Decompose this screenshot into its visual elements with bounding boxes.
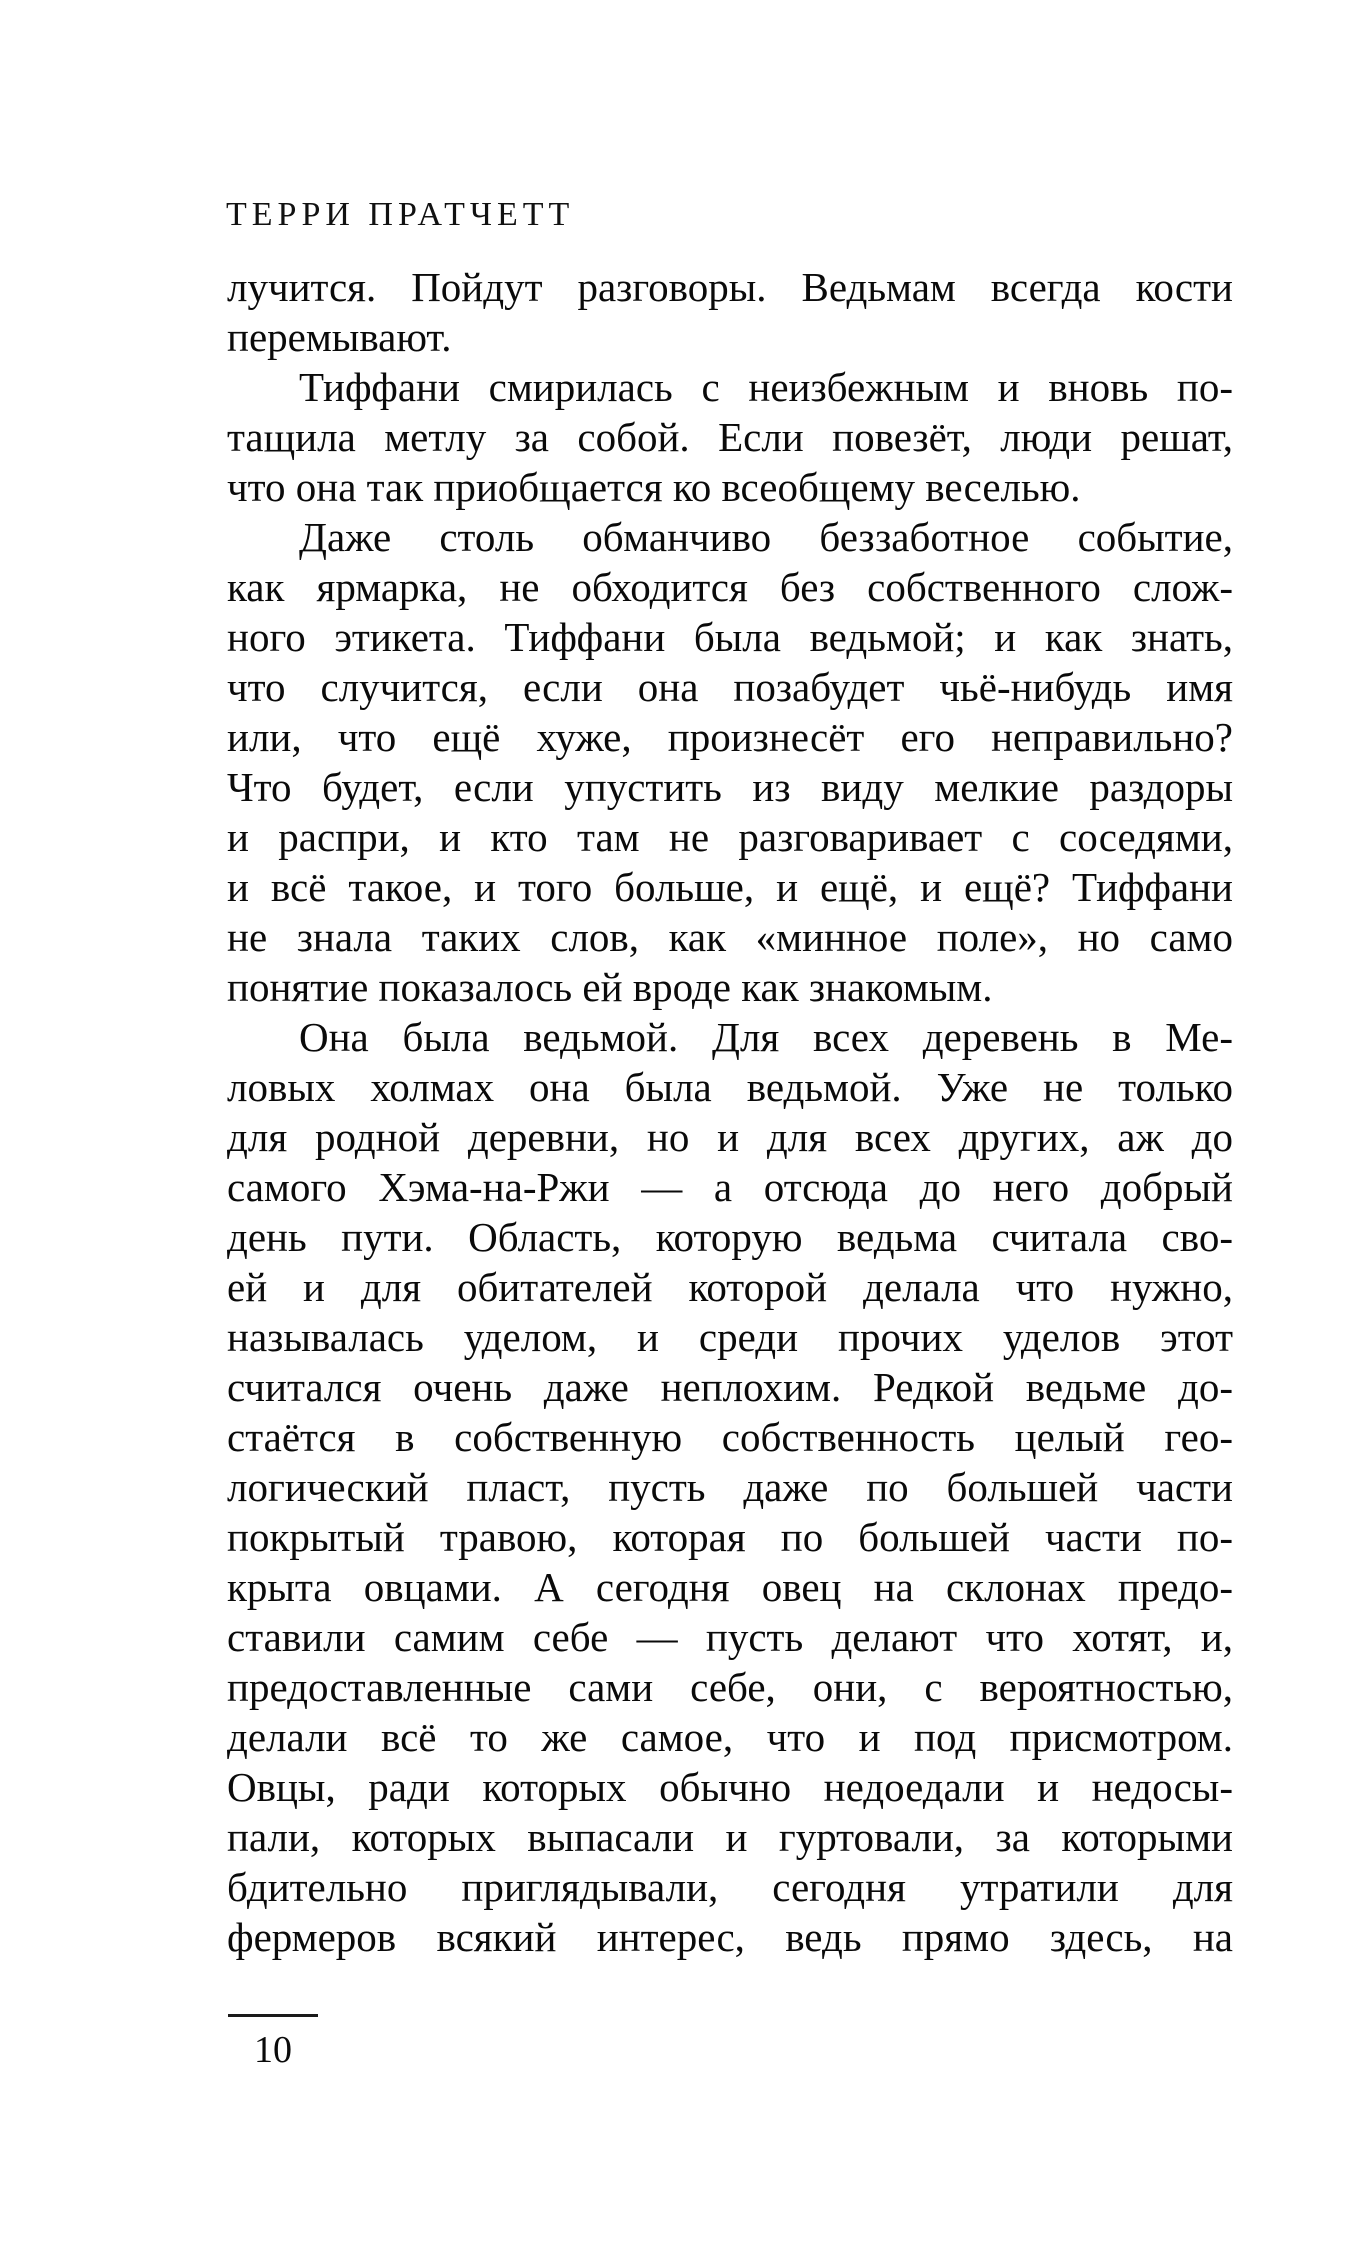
text-line: перемывают. <box>227 314 452 360</box>
text-line: как ярмарка, не обходится без собственного слож- <box>227 564 1233 610</box>
text-line: покрытый травою, которая по большей части по- <box>227 1514 1233 1560</box>
text-line: Она была ведьмой. Для всех деревень в Ме- <box>299 1014 1233 1060</box>
text-line: день пути. Область, которую ведьма считала сво- <box>227 1214 1233 1260</box>
text-line: что случится, если она позабудет чьё-нибудь имя <box>227 664 1233 710</box>
text-line: Даже столь обманчиво беззаботное событие, <box>299 514 1233 560</box>
text-line: тащила метлу за собой. Если повезёт, люди решат, <box>227 414 1233 460</box>
text-line: для родной деревни, но и для всех других, аж до <box>227 1114 1233 1160</box>
text-line: стаётся в собственную собственность целый гео- <box>227 1414 1233 1460</box>
text-line: Что будет, если упустить из виду мелкие раздоры <box>227 764 1233 810</box>
text-line: считался очень даже неплохим. Редкой ведьме до- <box>227 1364 1233 1410</box>
text-line: лучится. Пойдут разговоры. Ведьмам всегда кости <box>227 264 1233 310</box>
text-line: ей и для обитателей которой делала что нужно, <box>227 1264 1233 1310</box>
text-line: называлась уделом, и среди прочих уделов этот <box>227 1314 1233 1360</box>
text-line: понятие показалось ей вроде как знакомым. <box>227 964 993 1010</box>
page-number: 10 <box>254 2029 292 2071</box>
text-line: Тиффани смирилась с неизбежным и вновь по- <box>299 364 1233 410</box>
text-line: пали, которых выпасали и гуртовали, за которыми <box>227 1814 1233 1860</box>
text-line: бдительно приглядывали, сегодня утратили для <box>227 1864 1233 1910</box>
text-line: предоставленные сами себе, они, с вероятностью, <box>227 1664 1233 1710</box>
text-line: ловых холмах она была ведьмой. Уже не только <box>227 1064 1233 1110</box>
text-line: и распри, и кто там не разговаривает с соседями, <box>227 814 1233 860</box>
text-line: не знала таких слов, как «минное поле», но само <box>227 914 1233 960</box>
text-line: крыта овцами. А сегодня овец на склонах предо- <box>227 1564 1233 1610</box>
text-line: фермеров всякий интерес, ведь прямо здесь, на <box>227 1914 1233 1960</box>
text-line: Овцы, ради которых обычно недоедали и недосы- <box>227 1764 1233 1810</box>
running-header: ТЕРРИ ПРАТЧЕТТ <box>226 196 575 233</box>
text-line: логический пласт, пусть даже по большей части <box>227 1464 1233 1510</box>
text-line: ного этикета. Тиффани была ведьмой; и как знать, <box>227 614 1233 660</box>
text-line: самого Хэма-на-Ржи — а отсюда до него добрый <box>227 1164 1233 1210</box>
text-line: и всё такое, и того больше, и ещё, и ещё? Тиффани <box>227 864 1233 910</box>
text-line: ставили самим себе — пусть делают что хотят, и, <box>227 1614 1233 1660</box>
text-line: что она так приобщается ко всеобщему веселью. <box>227 464 1081 510</box>
body-text <box>227 262 1233 1962</box>
text-line: или, что ещё хуже, произнесёт его неправильно? <box>227 714 1233 760</box>
footer-rule <box>228 2014 318 2017</box>
text-line: делали всё то же самое, что и под присмотром. <box>227 1714 1233 1760</box>
